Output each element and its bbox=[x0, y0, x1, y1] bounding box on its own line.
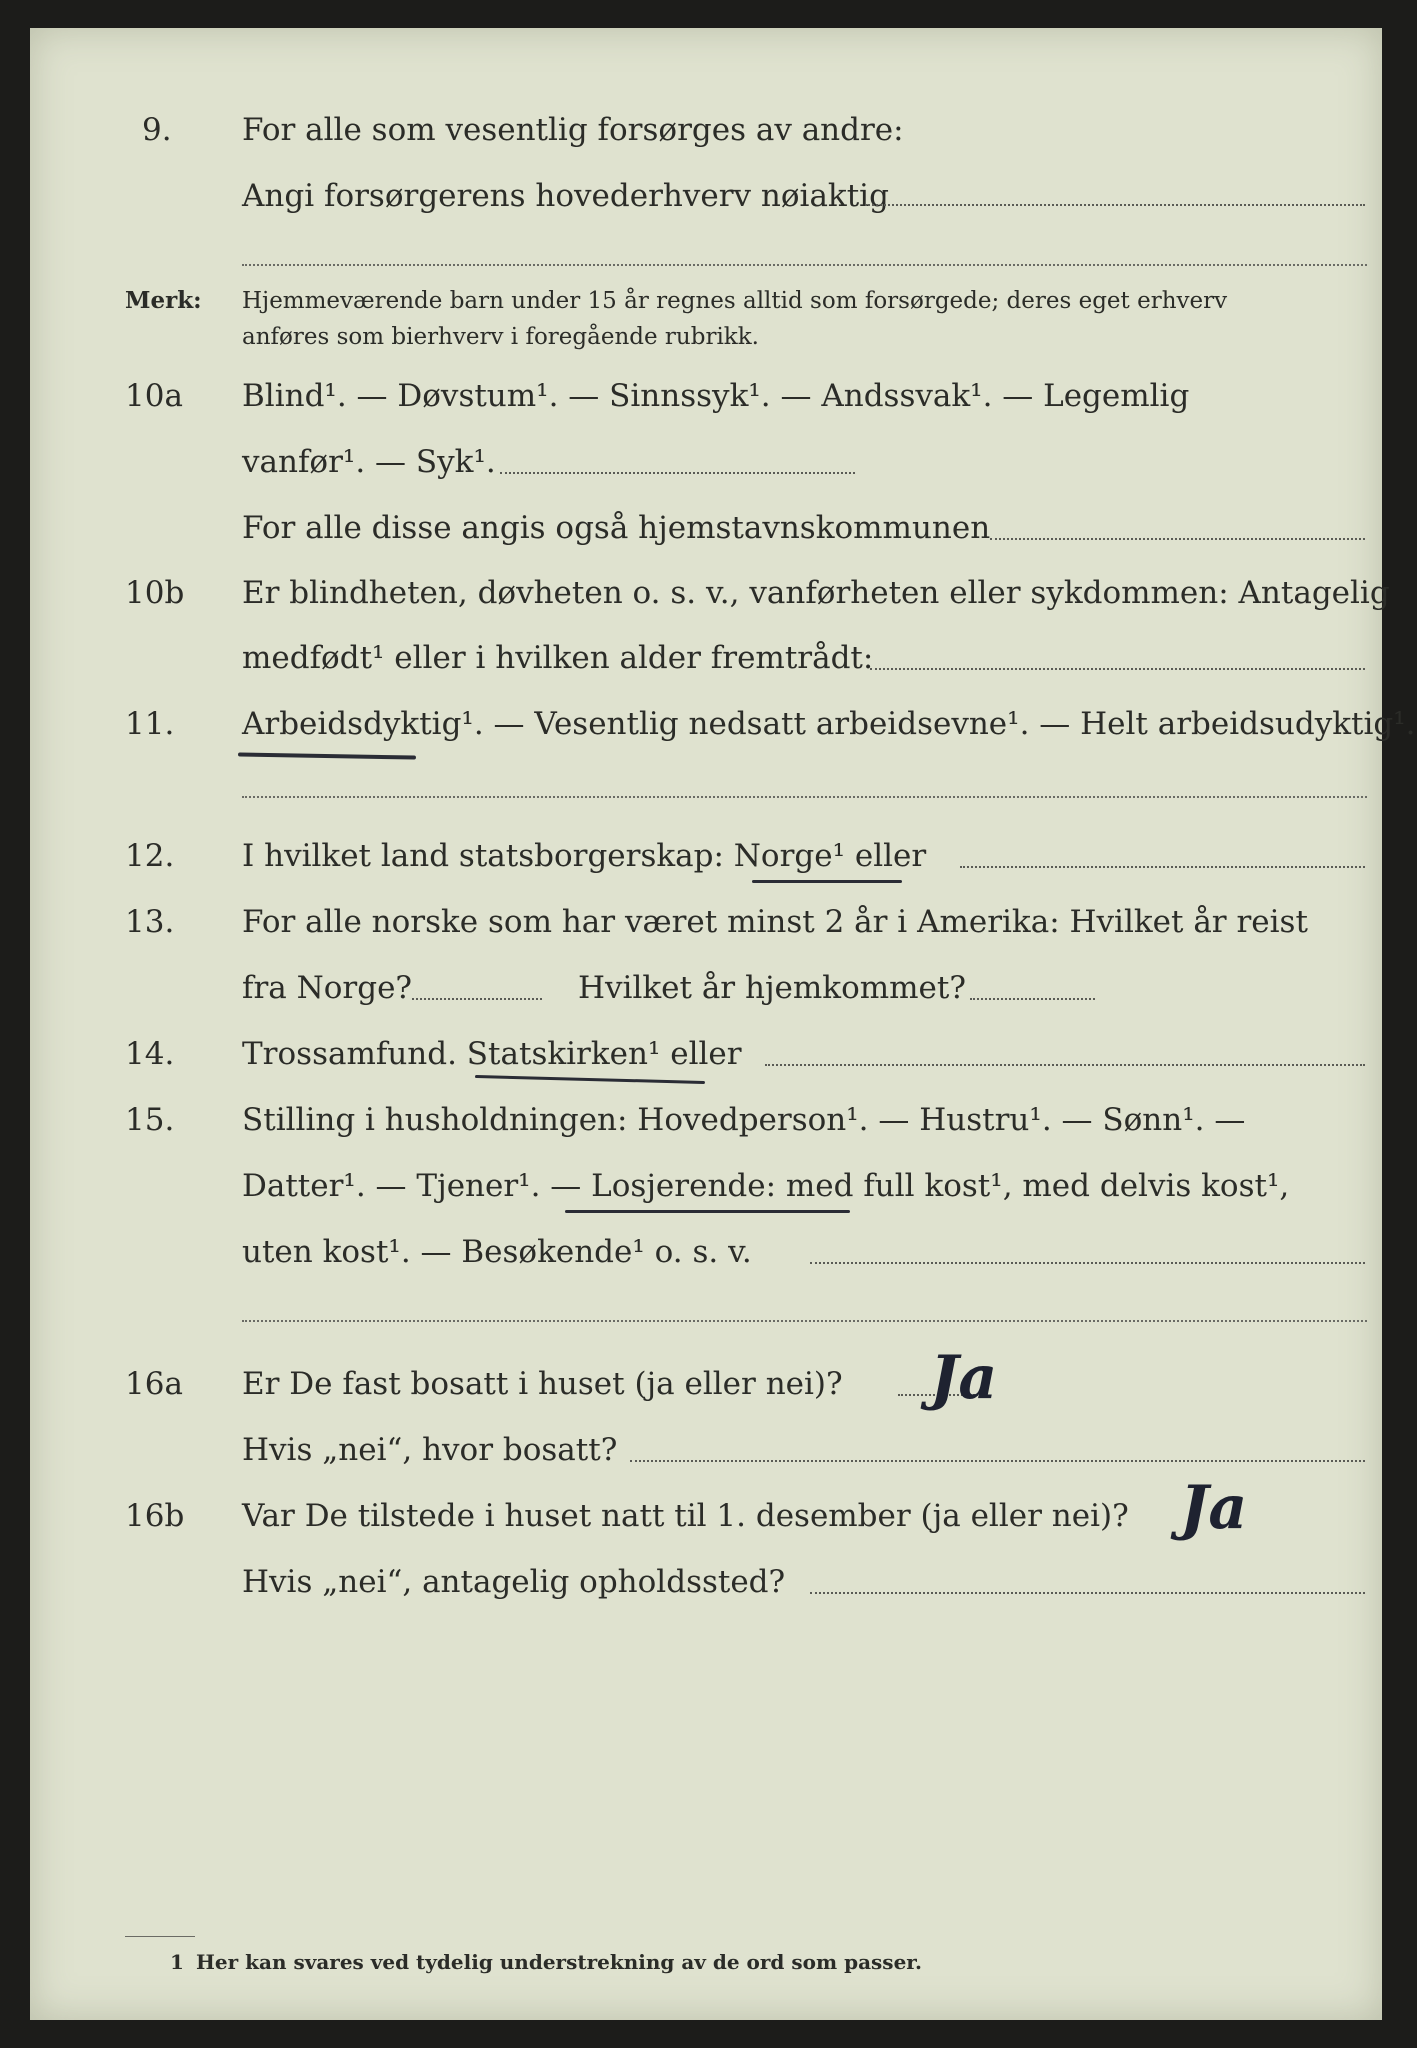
merk-label: Merk: bbox=[125, 287, 202, 314]
q13-line1: For alle norske som har været minst 2 år i Amerika: Hvilket år reist bbox=[242, 904, 1308, 940]
merk-line2: anføres som bierhverv i foregående rubrikk. bbox=[242, 324, 759, 350]
footnote-rule bbox=[125, 1936, 195, 1937]
q16a-line2: Hvis „nei“, hvor bosatt? bbox=[242, 1432, 618, 1468]
q12-answer-field[interactable] bbox=[960, 866, 1365, 868]
q14-number: 14. bbox=[125, 1036, 175, 1072]
q15-line3: uten kost¹. — Besøkende¹ o. s. v. bbox=[242, 1234, 752, 1270]
q15-extra-line[interactable] bbox=[242, 1320, 1367, 1322]
q14-underline-mark bbox=[475, 1075, 705, 1084]
q15-line2: Datter¹. — Tjener¹. — Losjerende: med full kost¹, med delvis kost¹, bbox=[242, 1168, 1290, 1204]
q15-line1: Stilling i husholdningen: Hovedperson¹. — Hustru¹. — Sønn¹. — bbox=[242, 1102, 1246, 1138]
census-form-page bbox=[30, 28, 1416, 2020]
q16a-number: 16a bbox=[125, 1366, 183, 1402]
q12-underline-mark bbox=[752, 880, 902, 883]
q13-line2a: fra Norge? bbox=[242, 970, 413, 1006]
q13-line2b: Hvilket år hjemkommet? bbox=[578, 970, 966, 1006]
q9-answer-field[interactable] bbox=[865, 204, 1365, 206]
q9-extra-line[interactable] bbox=[242, 264, 1367, 266]
q16b-line1: Var De tilstede i huset natt til 1. desember (ja eller nei)? bbox=[242, 1498, 1129, 1534]
q16b-opholdssted-field[interactable] bbox=[810, 1592, 1365, 1594]
q16a-handwritten-answer: Ja bbox=[930, 1343, 998, 1413]
q16a-line1: Er De fast bosatt i huset (ja eller nei)? bbox=[242, 1366, 843, 1402]
q10a-kommune-field[interactable] bbox=[990, 538, 1365, 540]
q16b-line2: Hvis „nei“, antagelig opholdssted? bbox=[242, 1564, 786, 1600]
q12-line1: I hvilket land statsborgerskap: Norge¹ eller bbox=[242, 838, 927, 874]
q15-answer-field[interactable] bbox=[810, 1262, 1365, 1264]
q11-line1: Arbeidsdyktig¹. — Vesentlig nedsatt arbeidsevne¹. — Helt arbeidsudyktig¹. bbox=[242, 706, 1416, 742]
q10a-number: 10a bbox=[125, 378, 183, 414]
q10a-line1: Blind¹. — Døvstum¹. — Sinnssyk¹. — Andssvak¹. — Legemlig bbox=[242, 378, 1190, 414]
q10b-answer-field[interactable] bbox=[870, 668, 1365, 670]
q10a-line3: For alle disse angis også hjemstavnskommunen bbox=[242, 510, 991, 546]
merk-line1: Hjemmeværende barn under 15 år regnes alltid som forsørgede; deres eget erhverv bbox=[242, 288, 1228, 314]
q11-underline-mark bbox=[238, 752, 416, 759]
q9-line2: Angi forsørgerens hovederhverv nøiaktig bbox=[242, 178, 889, 214]
q10b-number: 10b bbox=[125, 575, 185, 611]
q14-line1: Trossamfund. Statskirken¹ eller bbox=[242, 1036, 742, 1072]
footnote-text: Her kan svares ved tydelig understrekning av de ord som passer. bbox=[196, 1950, 922, 1974]
q10a-syk-field[interactable] bbox=[500, 472, 855, 474]
q11-extra-line[interactable] bbox=[242, 796, 1367, 798]
q11-number: 11. bbox=[125, 706, 175, 742]
q16b-handwritten-answer: Ja bbox=[1180, 1473, 1248, 1543]
q13-number: 13. bbox=[125, 904, 175, 940]
footnote-mark: 1 bbox=[170, 1950, 184, 1974]
q13-hjemkommet-field[interactable] bbox=[970, 998, 1095, 1000]
q10b-line1: Er blindheten, døvheten o. s. v., vanførheten eller sykdommen: Antagelig bbox=[242, 575, 1390, 611]
q9-number: 9. bbox=[142, 112, 172, 148]
q10a-line2: vanfør¹. — Syk¹. bbox=[242, 444, 496, 480]
q9-line1: For alle som vesentlig forsørges av andre: bbox=[242, 112, 904, 148]
q10b-line2: medfødt¹ eller i hvilken alder fremtrådt: bbox=[242, 640, 874, 676]
q15-underline-mark bbox=[565, 1210, 850, 1213]
q15-number: 15. bbox=[125, 1102, 175, 1138]
q16b-number: 16b bbox=[125, 1498, 185, 1534]
q16a-bosatt-field[interactable] bbox=[630, 1460, 1365, 1462]
q14-answer-field[interactable] bbox=[765, 1064, 1365, 1066]
q12-number: 12. bbox=[125, 838, 175, 874]
q13-reist-field[interactable] bbox=[412, 998, 542, 1000]
